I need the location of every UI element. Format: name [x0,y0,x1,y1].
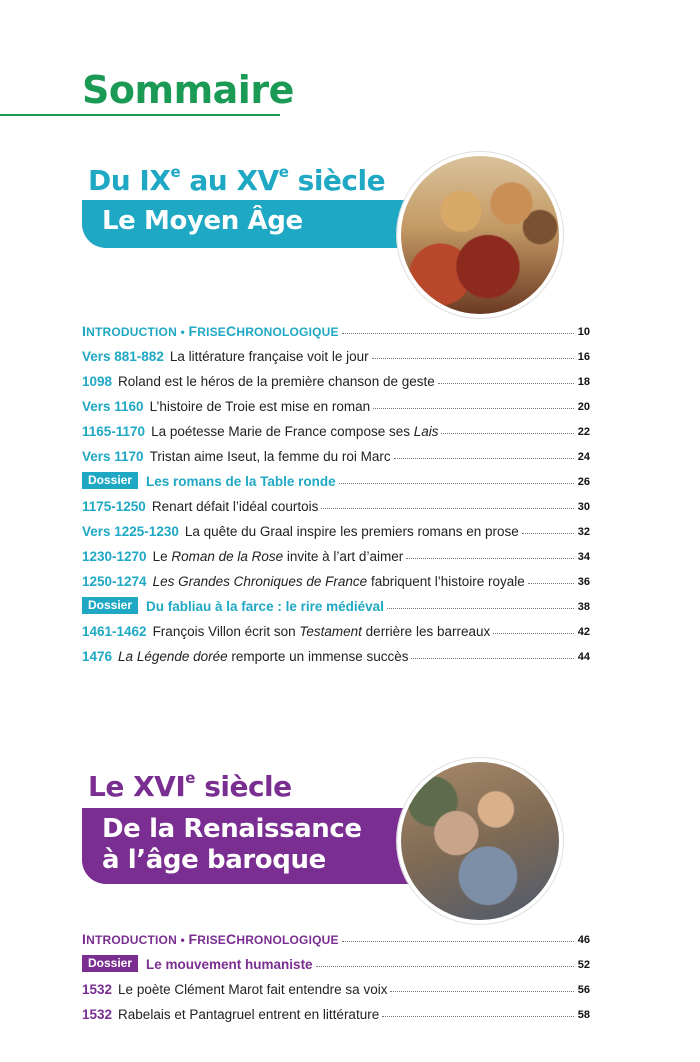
page-number: 32 [577,526,590,538]
toc-entry-row[interactable] [82,439,590,464]
toc-intro-row[interactable] [82,314,590,339]
section-1-heading-sup2: e [278,162,289,181]
toc-entry-row[interactable] [82,364,590,389]
section-1-heading-pre: Du IX [88,164,171,197]
dossier-badge: Dossier [82,472,138,489]
toc-intro-row[interactable] [82,922,590,947]
toc-entry-row[interactable] [82,514,590,539]
entry-title: Rabelais et Pantagruel entrent en littérature [118,1007,380,1022]
dot-leader [394,458,574,459]
section-2-heading-post: siècle [194,770,292,803]
title-underline [0,114,280,116]
dossier-title: Du fabliau à la farce : le rire médiéval [146,599,384,614]
section-2-toc [82,922,590,1022]
dossier-title: Le mouvement humaniste [146,957,313,972]
entry-title-italic: Testament [299,624,362,639]
medieval-illustration-roundel [397,152,563,318]
page-number: 22 [577,426,590,438]
entry-date: 1532 [82,1007,113,1022]
entry-date: 1230-1270 [82,549,147,564]
page-number: 10 [577,326,590,338]
entry-title-italic: Roman de la Rose [171,549,284,564]
toc-dossier-row[interactable] [82,464,590,489]
section-2-band-title-line2: à l’âge baroque [102,845,326,875]
dot-leader [411,658,573,659]
entry-title: Le Roman de la Rose invite à l’art d’aimer [152,549,404,564]
toc-entry-row[interactable] [82,489,590,514]
dot-leader [382,1016,574,1017]
dot-leader [493,633,574,634]
page-number: 52 [577,959,590,971]
toc-entry-row[interactable] [82,972,590,997]
dot-leader [372,358,574,359]
entry-date: Vers 1225-1230 [82,524,179,539]
section-2-band-title-line1: De la Renaissance [102,814,362,844]
entry-title-italic: Les Grandes Chroniques de France [152,574,368,589]
entry-title-italic: La Légende dorée [118,649,228,664]
toc-entry-row[interactable] [82,997,590,1022]
page-number: 44 [577,651,590,663]
dot-leader [342,333,574,334]
dot-leader [522,533,574,534]
dot-leader [528,583,574,584]
section-1-heading-mid: au XV [180,164,279,197]
page-number: 26 [577,476,590,488]
entry-title: Le poète Clément Marot fait entendre sa voix [118,982,388,997]
entry-date: 1165-1170 [82,424,146,439]
entry-title: La Légende dorée remporte un immense succès [118,649,409,664]
entry-date: 1476 [82,649,113,664]
dot-leader [406,558,574,559]
dot-leader [387,608,574,609]
entry-title: Tristan aime Iseut, la femme du roi Marc [149,449,391,464]
dossier-badge: Dossier [82,597,138,614]
page-number: 18 [577,376,590,388]
toc-intro-cap: C [226,323,237,339]
dot-leader [438,383,574,384]
entry-title: La littérature française voit le jour [169,349,369,364]
toc-intro-cap: C [226,931,237,947]
entry-date: Vers 1160 [82,399,144,414]
dot-leader [339,483,574,484]
toc-entry-row[interactable] [82,539,590,564]
entry-title: La poétesse Marie de France compose ses Lais [151,424,439,439]
toc-intro-cap: I [82,323,87,339]
dot-leader [316,966,574,967]
toc-intro-cap: I [82,931,87,947]
section-2-band [82,808,430,884]
section-2-heading [88,770,292,803]
page-number: 30 [577,501,590,513]
page-number: 42 [577,626,590,638]
toc-dossier-row[interactable] [82,589,590,614]
toc-entry-row[interactable] [82,639,590,664]
entry-date: Vers 881-882 [82,349,164,364]
dossier-badge: Dossier [82,955,138,972]
page-number: 24 [577,451,590,463]
section-2-heading-sup1: e [185,768,195,787]
page-number: 58 [577,1009,590,1021]
page-number: 46 [577,934,590,946]
page-number: 56 [577,984,590,996]
page-number: 36 [577,576,590,588]
entry-date: Vers 1170 [82,449,144,464]
page-number: 38 [577,601,590,613]
entry-date: 1175-1250 [82,499,146,514]
dot-leader [441,433,573,434]
section-1-heading [88,164,385,197]
dot-leader [342,941,574,942]
toc-entry-row[interactable] [82,389,590,414]
entry-title: La quête du Graal inspire les premiers romans en prose [184,524,519,539]
toc-dossier-row[interactable] [82,947,590,972]
entry-date: 1098 [82,374,113,389]
renaissance-painting-roundel [397,758,563,924]
toc-entry-row[interactable] [82,614,590,639]
entry-title: Roland est le héros de la première chanson de geste [118,374,435,389]
section-1-band [82,200,422,248]
page-title: Sommaire [82,68,294,112]
section-1-band-title: Le Moyen Âge [102,206,303,236]
entry-title: Renart défait l’idéal courtois [151,499,319,514]
toc-intro-label: INTRODUCTION • FRISECHRONOLOGIQUE [82,323,339,339]
entry-title: François Villon écrit son Testament derrière les barreaux [152,624,491,639]
page-number: 20 [577,401,590,413]
section-1-heading-sup1: e [170,162,181,181]
page-number: 16 [577,351,590,363]
section-2-heading-pre: Le XVI [88,770,186,803]
entry-title: L’histoire de Troie est mise en roman [149,399,371,414]
dossier-title: Les romans de la Table ronde [146,474,336,489]
section-1-heading-post: siècle [288,164,386,197]
entry-title: Les Grandes Chroniques de France fabriquent l’histoire royale [152,574,525,589]
toc-intro-cap: F [188,323,198,339]
toc-intro-cap: F [188,931,198,947]
dot-leader [321,508,573,509]
entry-date: 1250-1274 [82,574,147,589]
dot-leader [390,991,573,992]
toc-entry-row[interactable] [82,564,590,589]
dot-leader [373,408,574,409]
entry-title-italic: Lais [413,424,439,439]
toc-entry-row[interactable] [82,339,590,364]
entry-date: 1461-1462 [82,624,147,639]
page-number: 34 [577,551,590,563]
entry-date: 1532 [82,982,113,997]
toc-intro-label: INTRODUCTION • FRISECHRONOLOGIQUE [82,931,339,947]
section-1-toc [82,314,590,664]
toc-entry-row[interactable] [82,414,590,439]
